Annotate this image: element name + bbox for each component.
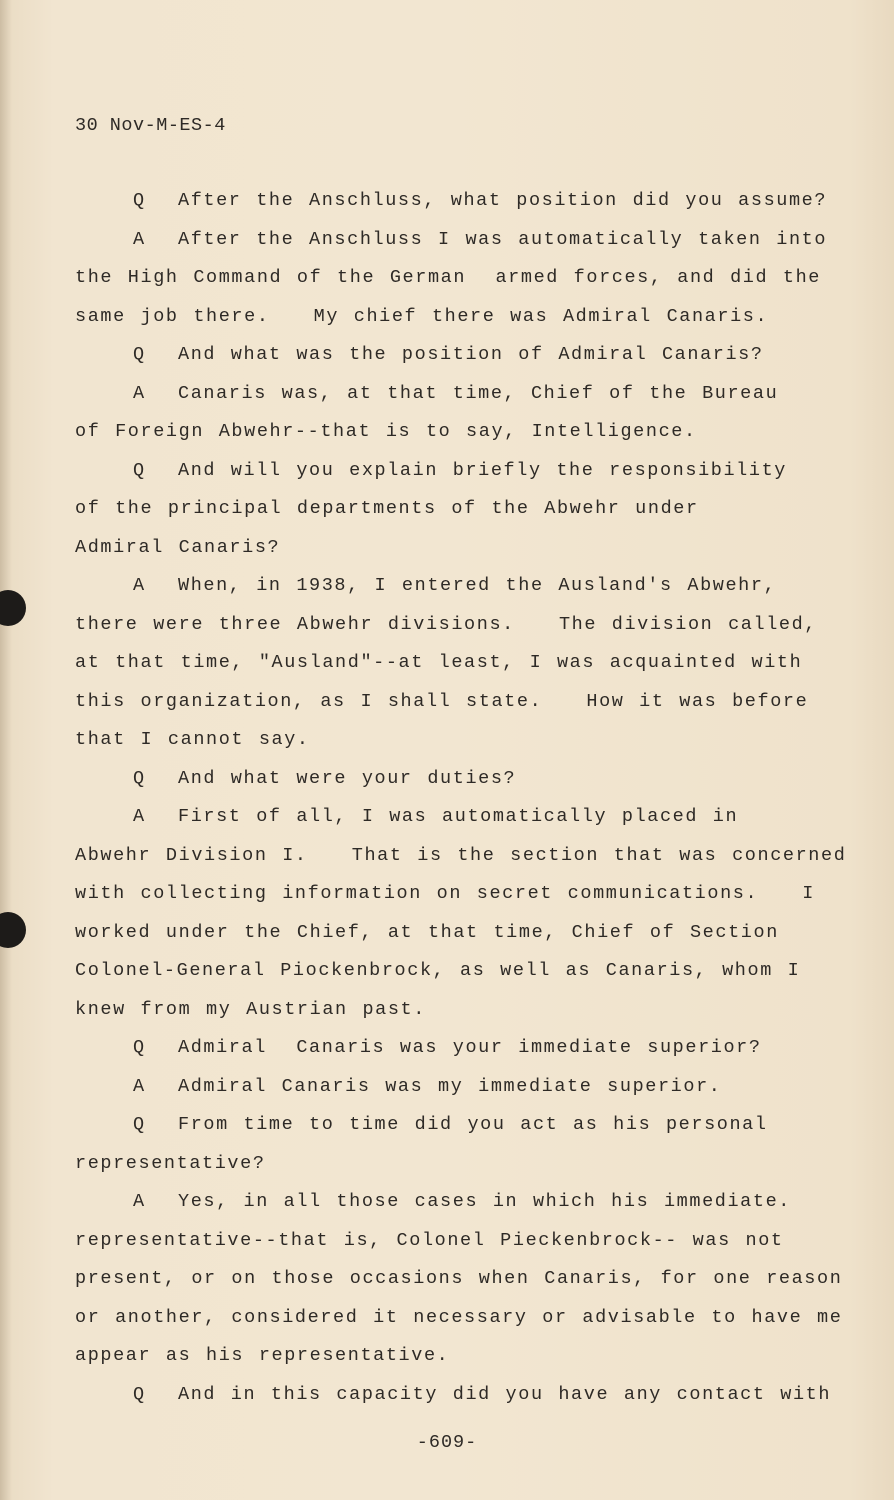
transcript-line: Canaris was, at that time, Chief of the Bureau bbox=[178, 383, 779, 404]
answer-marker: A bbox=[133, 1191, 145, 1212]
transcript-line: Admiral Canaris? bbox=[75, 537, 281, 558]
transcript-line: And will you explain briefly the responsibility bbox=[178, 460, 787, 481]
transcript-line: this organization, as I shall state. How it was before bbox=[75, 691, 809, 712]
question-marker: Q bbox=[133, 1114, 145, 1135]
transcript-line: of Foreign Abwehr--that is to say, Intelligence. bbox=[75, 421, 697, 442]
answer-marker: A bbox=[133, 806, 145, 827]
transcript-line: with collecting information on secret communications. I bbox=[75, 883, 816, 904]
transcript-line: worked under the Chief, at that time, Chief of Section bbox=[75, 922, 779, 943]
transcript-line: Abwehr Division I. That is the section that was concerned bbox=[75, 845, 847, 866]
punch-hole-lower bbox=[0, 912, 26, 948]
page-edge-shadow bbox=[0, 0, 12, 1500]
transcript-line: knew from my Austrian past. bbox=[75, 999, 426, 1020]
question-marker: Q bbox=[133, 768, 145, 789]
answer-marker: A bbox=[133, 1076, 145, 1097]
transcript-line: there were three Abwehr divisions. The division called, bbox=[75, 614, 818, 635]
transcript-line: Yes, in all those cases in which his immediate. bbox=[178, 1191, 791, 1212]
transcript-line: representative? bbox=[75, 1153, 266, 1174]
transcript-line: And what was the position of Admiral Canaris? bbox=[178, 344, 764, 365]
question-marker: Q bbox=[133, 1037, 145, 1058]
transcript-line: Colonel-General Piockenbrock, as well as Canaris, whom I bbox=[75, 960, 801, 981]
transcript-line: appear as his representative. bbox=[75, 1345, 450, 1366]
transcript-line: Admiral Canaris was your immediate superior? bbox=[178, 1037, 762, 1058]
transcript-line: representative--that is, Colonel Pieckenbrock-- was not bbox=[75, 1230, 784, 1251]
transcript-line: And what were your duties? bbox=[178, 768, 517, 789]
answer-marker: A bbox=[133, 575, 145, 596]
transcript-line: of the principal departments of the Abwehr under bbox=[75, 498, 699, 519]
transcript-line: that I cannot say. bbox=[75, 729, 310, 750]
question-marker: Q bbox=[133, 190, 145, 211]
answer-marker: A bbox=[133, 383, 145, 404]
transcript-line: After the Anschluss I was automatically taken into bbox=[178, 229, 828, 250]
page-number: -609- bbox=[416, 1432, 478, 1453]
transcript-line: Admiral Canaris was my immediate superior. bbox=[178, 1076, 722, 1097]
punch-hole-upper bbox=[0, 590, 26, 626]
transcript-line: From time to time did you act as his personal bbox=[178, 1114, 768, 1135]
transcript-line: First of all, I was automatically placed in bbox=[178, 806, 739, 827]
transcript-line: And in this capacity did you have any contact with bbox=[178, 1384, 832, 1405]
transcript-line: After the Anschluss, what position did you assume? bbox=[178, 190, 828, 211]
transcript-line: the High Command of the German armed forces, and did the bbox=[75, 267, 822, 288]
transcript-line: present, or on those occasions when Canaris, for one reason bbox=[75, 1268, 843, 1289]
transcript-line: When, in 1938, I entered the Ausland's Abwehr, bbox=[178, 575, 777, 596]
question-marker: Q bbox=[133, 344, 145, 365]
transcript-line: same job there. My chief there was Admiral Canaris. bbox=[75, 306, 769, 327]
transcript-line: or another, considered it necessary or advisable to have me bbox=[75, 1307, 843, 1328]
question-marker: Q bbox=[133, 460, 145, 481]
question-marker: Q bbox=[133, 1384, 145, 1405]
answer-marker: A bbox=[133, 229, 145, 250]
document-header: 30 Nov-M-ES-4 bbox=[75, 115, 226, 136]
transcript-line: at that time, "Ausland"--at least, I was acquainted with bbox=[75, 652, 803, 673]
